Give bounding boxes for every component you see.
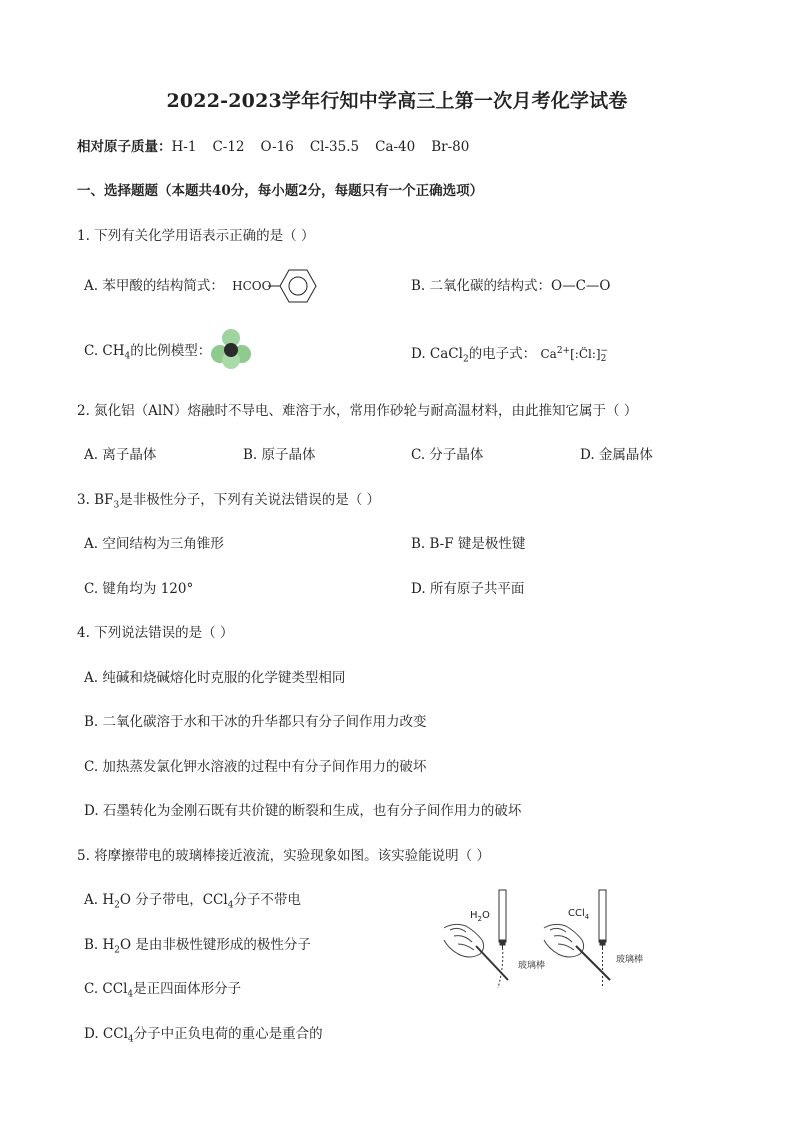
atomic-mass-o: O-16 (260, 139, 294, 155)
q2-option-c: C. 分子晶体 (411, 447, 484, 463)
q1-option-a-text: A. 苯甲酸的结构简式： (84, 278, 224, 294)
q3-stem-post: 是非极性分子，下列有关说法错误的是（ ） (119, 492, 380, 508)
q5-option-b-pre: B. H (84, 937, 115, 953)
left-glass-rod (476, 946, 508, 980)
fig-right-label: CCl$_4$ (568, 908, 590, 921)
q5-option-c-post: 是正四面体形分子 (133, 981, 242, 997)
q1-option-c-sub: 4 (124, 351, 131, 362)
q1-option-d-sub: 2 (462, 354, 469, 365)
q2-option-b: B. 原子晶体 (243, 447, 316, 463)
electron-formula-anion-charges (601, 347, 609, 363)
q5-option-d (84, 1025, 323, 1049)
q5-option-c (84, 980, 241, 1004)
q5-option-d-post: 分子中正负电荷的重心是重合的 (133, 1026, 323, 1042)
q1-stem: 1. 下列有关化学用语表示正确的是（ ） (77, 228, 315, 244)
q4-option-a: A. 纯碱和烧碱熔化时克服的化学键类型相同 (84, 670, 346, 686)
q2-stem: 2. 氮化铝（AlN）熔融时不导电、难溶于水，常用作砂轮与耐高温材料，由此推知它属于（ ） (77, 403, 638, 419)
q5-stem: 5. 将摩擦带电的玻璃棒接近液流，实验现象如图。该实验能说明（ ） (77, 848, 490, 864)
q5-option-a-sub: 2 (114, 900, 120, 911)
q4-stem: 4. 下列说法错误的是（ ） (77, 625, 234, 641)
electron-formula-cation: Ca (540, 347, 557, 361)
atomic-mass-ca: Ca-40 (375, 139, 416, 155)
q1-option-c-post: 的比例模型： (130, 343, 212, 359)
q5-option-a-mid: O 分子带电，CCl (119, 892, 228, 908)
benzene-ring-icon (268, 267, 320, 305)
q5-option-c-pre: C. CCl (84, 981, 128, 997)
section-heading: 一、选择题题（本题共40分，每小题2分，每题只有一个正确选项） (77, 183, 484, 199)
fig-left-label: $H_2O$ (470, 910, 490, 923)
q1-option-c-pre: C. CH (84, 343, 125, 359)
q5-option-a-post: 分子不带电 (233, 892, 301, 908)
fig-left-rod-label: 玻璃棒 (518, 961, 546, 971)
q5-option-d-sub: 4 (127, 1034, 134, 1045)
q5-option-a-pre: A. H (84, 892, 115, 908)
electron-formula-anion-count: 2 (600, 353, 607, 364)
q5-option-a-sub2: 4 (227, 900, 234, 911)
electron-formula (540, 345, 609, 364)
atomic-mass-c: C-12 (212, 139, 245, 155)
atomic-mass-label: 相对原子质量： (77, 139, 172, 155)
atomic-mass-br: Br-80 (431, 139, 470, 155)
atomic-mass-h: H-1 (171, 139, 197, 155)
q3-option-d: D. 所有原子共平面 (411, 581, 525, 597)
experiment-figure (436, 888, 668, 992)
atomic-mass-cl: Cl-35.5 (309, 139, 360, 155)
fig-right-rod-label: 玻璃棒 (616, 955, 644, 965)
q4-option-c: C. 加热蒸发氯化钾水溶液的过程中有分子间作用力的破坏 (84, 759, 427, 775)
q5-option-b-post: O 是由非极性键形成的极性分子 (120, 937, 311, 953)
q1-option-c (84, 342, 211, 366)
q3-option-b: B. B-F 键是极性键 (411, 536, 526, 552)
q1-option-a-formula: HCOO (232, 279, 272, 293)
q5-option-a (84, 891, 301, 915)
methane-model-icon (211, 328, 251, 370)
q2-option-a: A. 离子晶体 (84, 447, 157, 463)
q4-option-b: B. 二氧化碳溶于水和干冰的升华都只有分子间作用力改变 (84, 714, 427, 730)
q2-option-d: D. 金属晶体 (580, 447, 653, 463)
electron-formula-cation-charge: 2+ (556, 346, 571, 356)
page-title: 2022-2023学年行知中学高三上第一次月考化学试卷 (166, 90, 628, 112)
q5-option-c-sub: 4 (127, 989, 134, 1000)
q1-option-b: B. 二氧化碳的结构式：O—C—O (411, 278, 611, 294)
electron-formula-anion: [:C̈l:] (570, 347, 601, 361)
q3-stem (77, 491, 380, 515)
q5-option-d-pre: D. CCl (84, 1026, 128, 1042)
q1-option-d (411, 342, 608, 369)
q1-option-d-post: 的电子式： (468, 346, 537, 362)
q5-option-b-sub: 2 (114, 945, 121, 956)
q1-option-d-pre: D. CaCl (411, 346, 463, 362)
right-glass-rod (576, 946, 610, 980)
q3-stem-sub: 3 (113, 500, 120, 511)
electron-formula-anion-charge: − (600, 345, 609, 356)
q1-option-a (84, 277, 271, 295)
q5-option-b (84, 936, 311, 960)
q3-option-c: C. 键角均为 120° (84, 581, 194, 597)
q3-stem-pre: 3. BF (77, 492, 114, 508)
q4-option-d: D. 石墨转化为金刚石既有共价键的断裂和生成，也有分子间作用力的破坏 (84, 803, 522, 819)
atomic-mass-line (77, 138, 485, 156)
left-hand-icon (444, 924, 484, 957)
right-hand-icon (544, 924, 584, 957)
q3-option-a: A. 空间结构为三角锥形 (84, 536, 224, 552)
